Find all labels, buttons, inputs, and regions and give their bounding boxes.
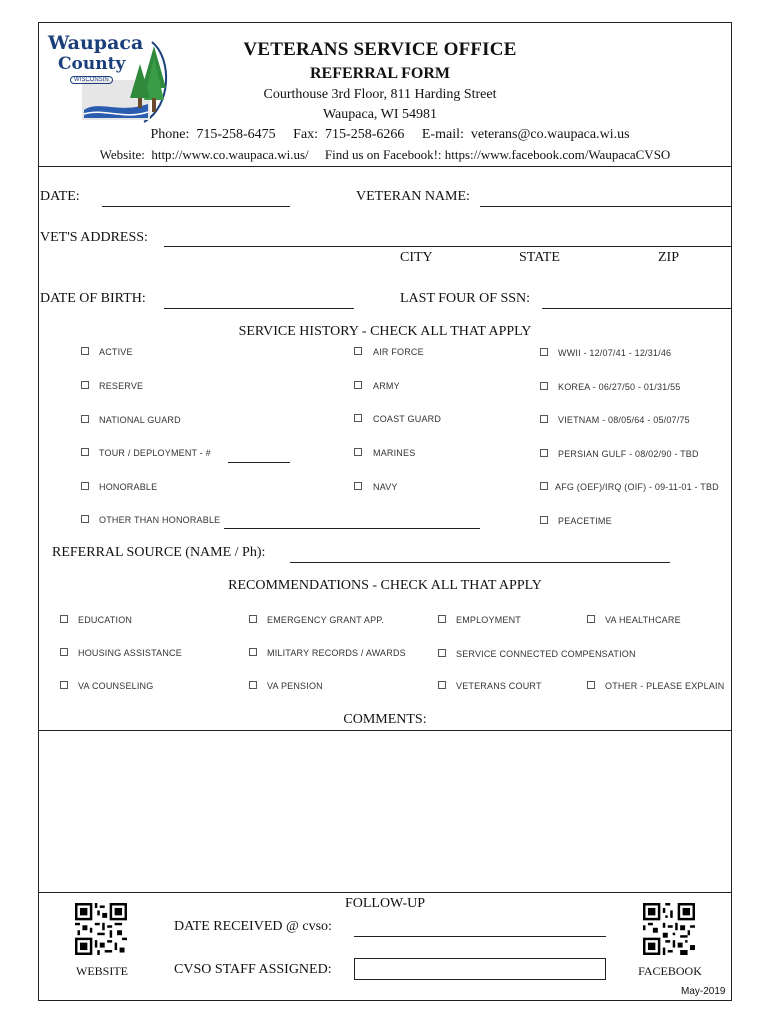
era-persian-gulf-label: PERSIAN GULF - 08/02/90 - TBD [558,449,699,459]
rec-va-counseling-label: VA COUNSELING [78,681,154,691]
checkbox-va-pension[interactable] [249,681,257,689]
checkbox-education[interactable] [60,615,68,623]
checkbox-employment[interactable] [438,615,446,623]
city-label: CITY [400,250,433,265]
checkbox-coast-guard[interactable] [354,414,362,422]
address-input[interactable] [164,246,732,247]
checkbox-military-records[interactable] [249,648,257,656]
form-title: REFERRAL FORM [310,65,450,82]
checkbox-marines[interactable] [354,448,362,456]
date-input[interactable] [102,206,290,207]
office-title: VETERANS SERVICE OFFICE [243,39,517,60]
veteran-name-input[interactable] [480,206,732,207]
checkbox-honorable[interactable] [81,482,89,490]
service-reserve-label: RESERVE [99,381,144,391]
rec-education-label: EDUCATION [78,615,133,625]
veteran-name-label: VETERAN NAME: [356,189,470,204]
rec-emergency-grant-label: EMERGENCY GRANT APP. [267,615,385,625]
rec-housing-label: HOUSING ASSISTANCE [78,648,182,658]
comments-label: COMMENTS: [343,712,427,727]
service-heading: SERVICE HISTORY - CHECK ALL THAT APPLY [238,324,532,339]
checkbox-va-healthcare[interactable] [587,615,595,623]
website-qr-label: WEBSITE [76,964,128,978]
date-received-input[interactable] [354,936,606,937]
service-air-force-label: AIR FORCE [373,347,424,357]
service-honorable-label: HONORABLE [99,482,158,492]
address-label: VET'S ADDRESS: [40,230,148,245]
service-tour-label: TOUR / DEPLOYMENT - # [99,448,211,458]
logo-title-line2: County [58,54,126,74]
facebook-qr-code[interactable] [643,903,695,955]
website-qr-code[interactable] [75,903,127,955]
zip-label: ZIP [658,250,679,265]
checkbox-korea[interactable] [540,382,548,390]
web-line: Website: http://www.co.waupaca.wi.us/ Find us on Facebook!: https://www.facebook.com/WaupacaCVSO [99,147,671,162]
address-line2: Waupaca, WI 54981 [322,107,438,122]
checkbox-housing[interactable] [60,648,68,656]
checkbox-air-force[interactable] [354,347,362,355]
recommendations-heading: RECOMMENDATIONS - CHECK ALL THAT APPLY [228,578,542,593]
era-wwii-label: WWII - 12/07/41 - 12/31/46 [558,348,672,358]
checkbox-peacetime[interactable] [540,516,548,524]
logo-title-line1: Waupaca [48,32,144,54]
state-label: STATE [519,250,560,265]
era-afg-irq-label: AFG (OEF)/IRQ (OIF) - 09-11-01 - TBD [555,482,719,492]
checkbox-tour[interactable] [81,448,89,456]
comments-area[interactable] [39,731,731,892]
comments-bottom-divider [38,892,732,893]
rec-va-healthcare-label: VA HEALTHCARE [605,615,681,625]
checkbox-national-guard[interactable] [81,415,89,423]
service-national-guard-label: NATIONAL GUARD [99,415,181,425]
followup-heading: FOLLOW-UP [344,896,426,911]
checkbox-service-connected[interactable] [438,649,446,657]
service-navy-label: NAVY [373,482,398,492]
checkbox-veterans-court[interactable] [438,681,446,689]
date-received-label: DATE RECEIVED @ cvso: [174,919,332,934]
address-line1: Courthouse 3rd Floor, 811 Harding Street [263,87,497,102]
contact-line: Phone: 715-258-6475 Fax: 715-258-6266 E-mail: veterans@co.waupaca.wi.us [150,127,630,142]
era-korea-label: KOREA - 06/27/50 - 01/31/55 [558,382,681,392]
facebook-qr-label: FACEBOOK [638,964,702,978]
revision-date: May-2019 [681,986,726,997]
checkbox-reserve[interactable] [81,381,89,389]
checkbox-other-than-honorable[interactable] [81,515,89,523]
era-peacetime-label: PEACETIME [558,516,612,526]
rec-va-pension-label: VA PENSION [267,681,323,691]
checkbox-va-counseling[interactable] [60,681,68,689]
checkbox-wwii[interactable] [540,348,548,356]
checkbox-vietnam[interactable] [540,415,548,423]
service-army-label: ARMY [373,381,400,391]
referral-input[interactable] [290,562,670,563]
service-coast-guard-label: COAST GUARD [373,414,442,424]
service-oth-label: OTHER THAN HONORABLE [99,515,221,525]
checkbox-afg-irq[interactable] [540,482,548,490]
ssn-input[interactable] [542,308,732,309]
ssn-label: LAST FOUR OF SSN: [400,291,531,306]
checkbox-other-explain[interactable] [587,681,595,689]
county-logo [44,28,174,128]
date-label: DATE: [40,189,80,204]
checkbox-persian-gulf[interactable] [540,449,548,457]
service-active-label: ACTIVE [99,347,133,357]
referral-label: REFERRAL SOURCE (NAME / Ph): [52,545,266,560]
rec-employment-label: EMPLOYMENT [456,615,522,625]
dob-input[interactable] [164,308,354,309]
dob-label: DATE OF BIRTH: [40,291,146,306]
checkbox-active[interactable] [81,347,89,355]
staff-assigned-input[interactable] [354,958,606,980]
oth-input[interactable] [224,528,480,529]
era-vietnam-label: VIETNAM - 08/05/64 - 05/07/75 [558,415,690,425]
service-marines-label: MARINES [373,448,416,458]
rec-service-connected-label: SERVICE CONNECTED COMPENSATION [456,649,636,659]
checkbox-emergency-grant[interactable] [249,615,257,623]
logo-state: WISCONSIN [70,76,113,84]
header-divider [38,166,732,167]
checkbox-navy[interactable] [354,482,362,490]
rec-military-records-label: MILITARY RECORDS / AWARDS [267,648,406,658]
staff-assigned-label: CVSO STAFF ASSIGNED: [174,962,332,977]
rec-veterans-court-label: VETERANS COURT [456,681,542,691]
checkbox-army[interactable] [354,381,362,389]
rec-other-label: OTHER - PLEASE EXPLAIN [605,681,725,691]
tour-number-input[interactable] [228,462,290,463]
